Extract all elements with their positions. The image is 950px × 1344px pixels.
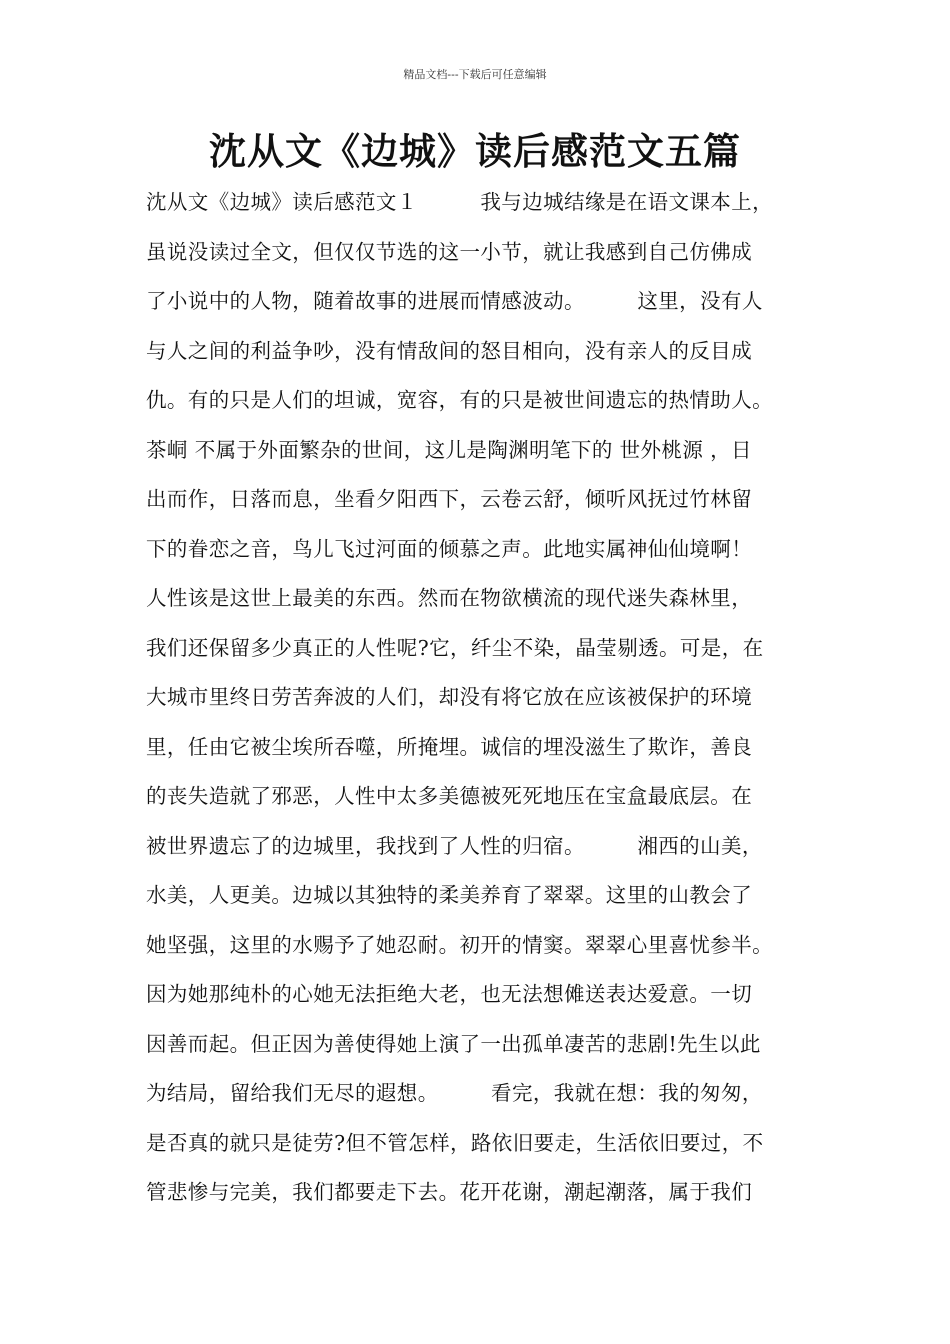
- text-line: 因善而起。但正因为善使得她上演了一出孤单凄苦的悲剧!先生以此: [146, 1031, 761, 1056]
- text-line: 虽说没读过全文，但仅仅节选的这一小节，就让我感到自己仿佛成: [146, 239, 753, 264]
- text-line: 了小说中的人物，随着故事的进展而情感波动。 这里，没有人: [146, 289, 763, 313]
- text-line: 的丧失造就了邪恶，人性中太多美德被死死地压在宝盒最底层。在: [146, 784, 753, 808]
- text-line: 出而作，日落而息，坐看夕阳西下，云卷云舒，倾听风抚过竹林留: [146, 487, 753, 511]
- text-line: 茶峒 不属于外面繁杂的世间，这儿是陶渊明笔下的 世外桃源 ，日: [146, 437, 752, 462]
- text-line: 与人之间的利益争吵，没有情敌间的怒目相向，没有亲人的反目成: [146, 338, 753, 363]
- text-line: 里，任由它被尘埃所吞噬，所掩埋。诚信的埋没滋生了欺诈，善良: [146, 734, 753, 759]
- body-text: [146, 178, 836, 1218]
- text-line: 水美，人更美。边城以其独特的柔美养育了翠翠。这里的山教会了: [146, 883, 753, 907]
- text-line: 因为她那纯朴的心她无法拒绝大老，也无法想傩送表达爱意。一切: [146, 982, 753, 1006]
- text-line: 下的眷恋之音，鸟儿飞过河面的倾慕之声。此地实属神仙仙境啊！: [146, 536, 753, 561]
- text-line: 为结局，留给我们无尽的遐想。 看完，我就在想：我的匆匆，: [146, 1081, 763, 1105]
- text-line: 她坚强，这里的水赐予了她忍耐。初开的情窦。翠翠心里喜忧参半。: [146, 932, 773, 957]
- text-line: 大城市里终日劳苦奔波的人们，却没有将它放在应该被保护的环境: [146, 685, 753, 709]
- text-line: 人性该是这世上最美的东西。然而在物欲横流的现代迷失森林里，: [146, 586, 753, 610]
- text-line: 仇。有的只是人们的坦诚，宽容，有的只是被世间遗忘的热情助人。: [146, 388, 773, 412]
- page-header-note: 精品文档---下载后可任意编辑: [403, 68, 547, 81]
- text-line: 我们还保留多少真正的人性呢?它，纤尘不染，晶莹剔透。可是，在: [146, 635, 764, 660]
- document-title: 沈从文《边城》读后感范文五篇: [209, 130, 741, 173]
- text-line: 是否真的就只是徒劳?但不管怎样，路依旧要走，生活依旧要过，不: [146, 1130, 764, 1155]
- text-line: 管悲惨与完美，我们都要走下去。花开花谢，潮起潮落，属于我们: [146, 1180, 753, 1204]
- text-line: 沈从文《边城》读后感范文１ 我与边城结缘是在语文课本上，: [146, 190, 773, 214]
- text-line: 被世界遗忘了的边城里，我找到了人性的归宿。 湘西的山美，: [146, 833, 763, 858]
